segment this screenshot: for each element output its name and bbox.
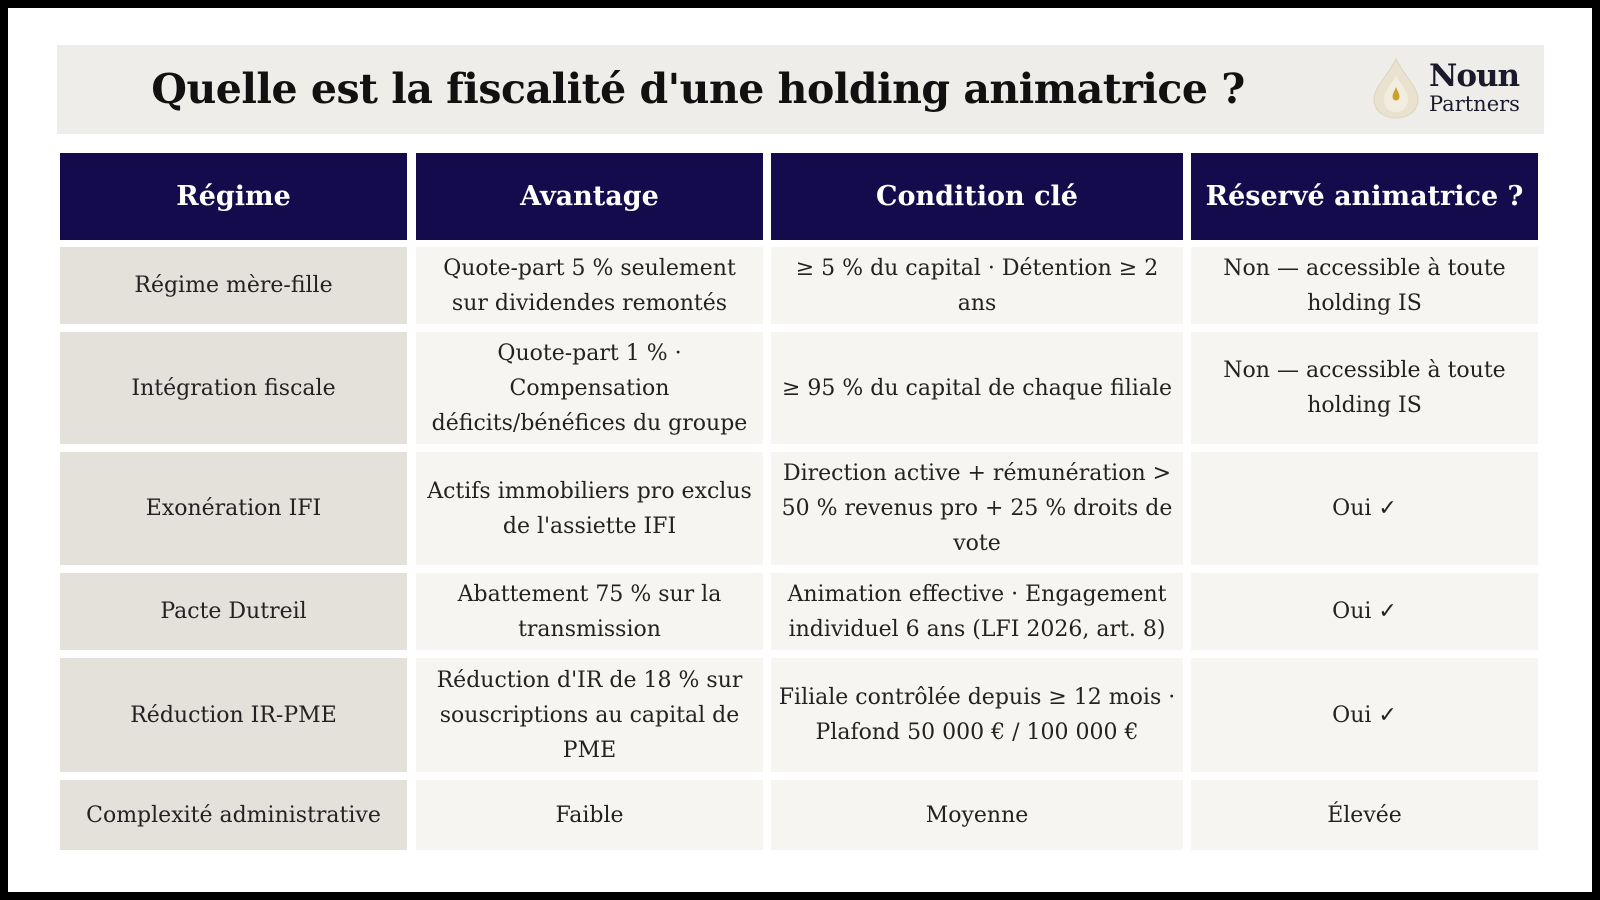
cell-avantage: Actifs immobiliers pro exclus de l'assiette IFI: [416, 452, 763, 565]
cell-reserve: Élevée: [1191, 780, 1538, 850]
cell-regime: Exonération IFI: [60, 452, 407, 565]
cell-reserve: Non — accessible à toute holding IS: [1191, 247, 1538, 324]
slide: [8, 8, 1592, 892]
brand-logo: [1370, 57, 1530, 121]
cell-avantage: Abattement 75 % sur la transmission: [416, 573, 763, 650]
header-regime: Régime: [60, 153, 407, 240]
cell-reserve: Non — accessible à toute holding IS: [1191, 332, 1538, 444]
cell-avantage: Faible: [416, 780, 763, 850]
cell-avantage: Quote-part 5 % seulement sur dividendes remontés: [416, 247, 763, 324]
cell-reserve: Oui ✓: [1191, 452, 1538, 565]
cell-condition: ≥ 95 % du capital de chaque filiale: [771, 332, 1183, 444]
header-avantage: Avantage: [416, 153, 763, 240]
drop-icon: [1370, 57, 1422, 119]
cell-regime: Pacte Dutreil: [60, 573, 407, 650]
cell-avantage: Réduction d'IR de 18 % sur souscriptions au capital de PME: [416, 658, 763, 772]
cell-reserve: Oui ✓: [1191, 573, 1538, 650]
cell-condition: ≥ 5 % du capital · Détention ≥ 2 ans: [771, 247, 1183, 324]
cell-condition: Animation effective · Engagement individuel 6 ans (LFI 2026, art. 8): [771, 573, 1183, 650]
header-condition: Condition clé: [771, 153, 1183, 240]
cell-reserve: Oui ✓: [1191, 658, 1538, 772]
cell-condition: Direction active + rémunération > 50 % revenus pro + 25 % droits de vote: [771, 452, 1183, 565]
title-band: [57, 45, 1544, 134]
logo-wordmark-bottom: Partners: [1429, 92, 1520, 116]
cell-regime: Régime mère-fille: [60, 247, 407, 324]
cell-avantage: Quote-part 1 % · Compensation déficits/bénéfices du groupe: [416, 332, 763, 444]
cell-condition: Filiale contrôlée depuis ≥ 12 mois · Plafond 50 000 € / 100 000 €: [771, 658, 1183, 772]
page-title: Quelle est la fiscalité d'une holding animatrice ?: [151, 65, 1245, 113]
cell-regime: Intégration fiscale: [60, 332, 407, 444]
cell-regime: Complexité administrative: [60, 780, 407, 850]
logo-wordmark-top: Noun: [1429, 58, 1520, 94]
header-reserve: Réservé animatrice ?: [1191, 153, 1538, 240]
cell-condition: Moyenne: [771, 780, 1183, 850]
cell-regime: Réduction IR-PME: [60, 658, 407, 772]
